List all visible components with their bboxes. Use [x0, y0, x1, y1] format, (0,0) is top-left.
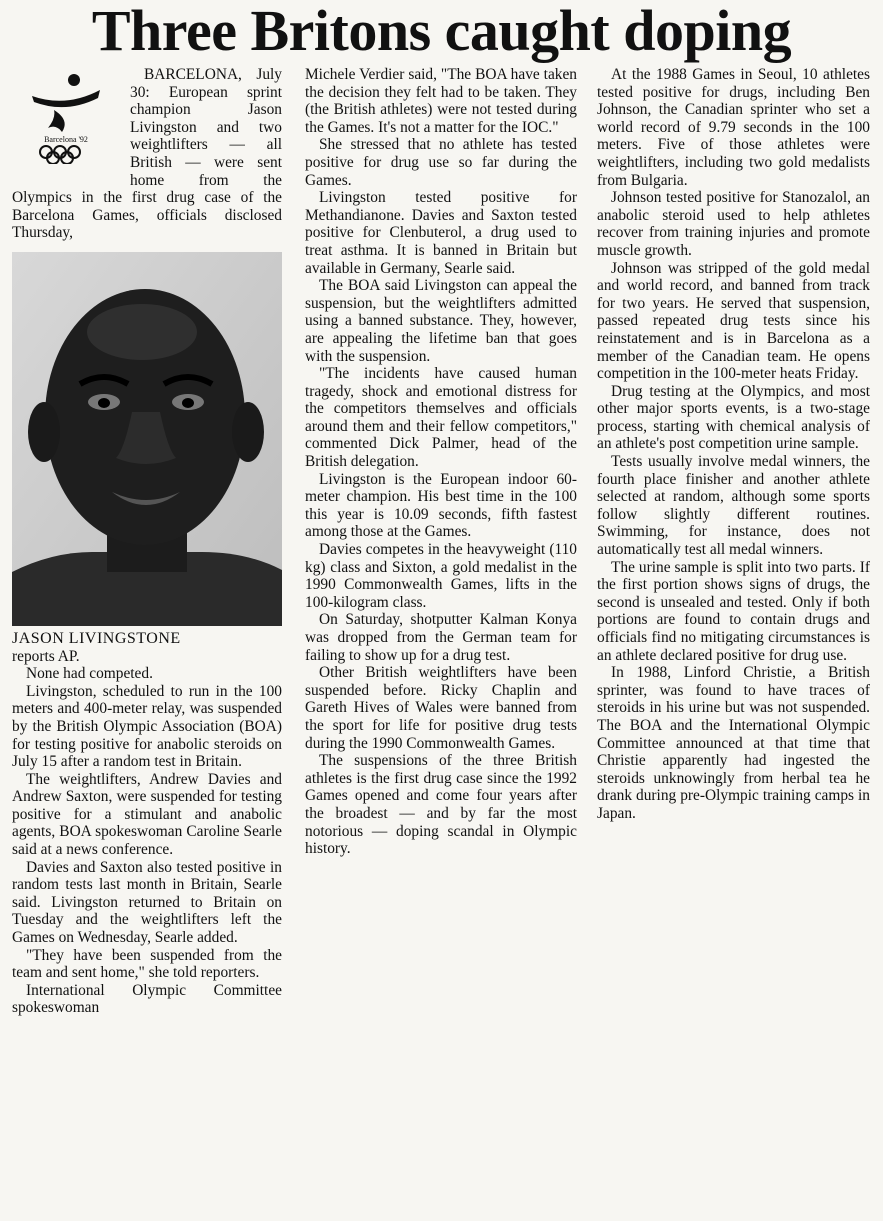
- athlete-photo: [12, 252, 282, 626]
- barcelona-92-logo: [12, 66, 124, 176]
- col3-paragraph: Johnson was stripped of the gold medal and world record, and banned from track for two years. He served that suspension, passed repeated drug tests since his reinstatement and is in Barcelona as a member of the Canadian team. He opens competition in the 100-meter heats Friday.: [597, 259, 870, 383]
- col2-paragraph: Livingston tested positive for Methandianone. Davies and Saxton tested positive for Clenbuterol, a drug used to treat asthma. It is banned in Britain but available in Germany, Searle said.: [305, 189, 577, 277]
- col1-paragraph: None had competed.: [26, 665, 153, 683]
- col2-paragraph: The BOA said Livingston can appeal the suspension, but the weightlifters admitted using a banned substance. They, however, are appealing the lifetime ban that goes with the suspension.: [305, 277, 577, 365]
- col3-paragraph: Drug testing at the Olympics, and most other major sports events, is a two-stage process, starting with chemical analysis of an athlete's post competition urine sample.: [597, 382, 870, 453]
- col2-paragraph: Other British weightlifters have been suspended before. Ricky Chaplin and Gareth Hives of Wales were banned from the sport for life for positive drug tests during the 1990 Commonwealth Games.: [305, 664, 577, 752]
- lead-paragraph: BARCELONA, July 30: European sprint champion Jason Livingston and two weightlifters — all British — were sent home from the Olympics in the first drug case of the Barcelona Games, officials disclosed Thursday,: [12, 66, 282, 242]
- article-column-3: [597, 66, 870, 1215]
- col2-paragraph: She stressed that no athlete has tested positive for drug use so far during the Games.: [305, 136, 577, 189]
- col1-paragraph: Davies and Saxton also tested positive in random tests last month in Britain, Searle said. Livingston returned to Britain on Tuesday and the weightlifters left the Games on Wednesday, Searle added.: [12, 858, 282, 947]
- col1-paragraph: "They have been suspended from the team and sent home," she told reporters.: [12, 946, 282, 982]
- headline: Three Britons caught doping: [91, 0, 792, 63]
- col2-paragraph: "The incidents have caused human tragedy, shock and emotional distress for the competitors themselves and officials around them and their fellow competitors," commented Dick Palmer, head of the British delegation.: [305, 365, 577, 471]
- article-column-1: [12, 66, 282, 1215]
- col1-paragraph: reports AP.: [12, 647, 80, 665]
- col2-paragraph: The suspensions of the three British athletes is the first drug case since the 1992 Games opened and come four years after the broadest — and by far the most notorious — doping scandal in Olympic history.: [305, 752, 577, 858]
- olympic-logo-icon: [26, 68, 106, 164]
- col3-paragraph: Tests usually involve medal winners, the fourth place finisher and another athlete selected at random, although some sports follow slightly different routines. Swimming, for instance, does not automatically test all medal winners.: [597, 453, 870, 559]
- col1-paragraph: International Olympic Committee spokeswoman: [12, 981, 282, 1017]
- col1-paragraph: The weightlifters, Andrew Davies and Andrew Saxton, were suspended for testing positive for a stimulant and anabolic agents, BOA spokeswoman Caroline Searle said at a news conference.: [12, 770, 282, 859]
- col3-paragraph: At the 1988 Games in Seoul, 10 athletes tested positive for drugs, including Ben Johnson, the Canadian sprinter who set a world record of 9.79 seconds in the 100 meters. Five of those athletes were weightlifters, including two gold medalists from Bulgaria.: [597, 66, 870, 189]
- col2-paragraph: Michele Verdier said, "The BOA have taken the decision they felt had to be taken. They (the British athletes) were not tested during the Games. It's not a matter for the IOC.": [305, 66, 577, 136]
- photo-caption: JASON LIVINGSTONE: [12, 629, 181, 647]
- svg-text:Barcelona '92: Barcelona '92: [44, 135, 88, 144]
- col3-paragraph: In 1988, Linford Christie, a British sprinter, was found to have traces of steroids in his urine but was not suspended. The BOA and the International Olympic Committee announced at that time that Christie apparently had ingested the steroids unknowingly from herbal tea he drank during pre-Olympic training camps in Japan.: [597, 664, 870, 822]
- col2-paragraph: Livingston is the European indoor 60-meter champion. His best time in the 100 this year is 10.09 seconds, fifth fastest among those at the Games.: [305, 470, 577, 541]
- col2-paragraph: On Saturday, shotputter Kalman Konya was dropped from the German team for failing to show up for a drug test.: [305, 611, 577, 664]
- col3-paragraph: Johnson tested positive for Stanozalol, an anabolic steroid used to help athletes recover from training injuries and promote muscle growth.: [597, 189, 870, 259]
- article-column-2: [305, 66, 577, 1215]
- col3-paragraph: The urine sample is split into two parts. If the first portion shows signs of drugs, the second is unsealed and tested. Only if both portions are found to contain drugs and officials find no mitigating circumstances is an athlete declared positive for drug use.: [597, 558, 870, 664]
- col1-paragraph: Livingston, scheduled to run in the 100 meters and 400-meter relay, was suspended by the British Olympic Association (BOA) for testing positive for anabolic steroids on July 15 after a random test in Britain.: [12, 682, 282, 771]
- col2-paragraph: Davies competes in the heavyweight (110 kg) class and Sixton, a gold medalist in the 1990 Commonwealth Games, lifts in the 100-kilogram class.: [305, 541, 577, 611]
